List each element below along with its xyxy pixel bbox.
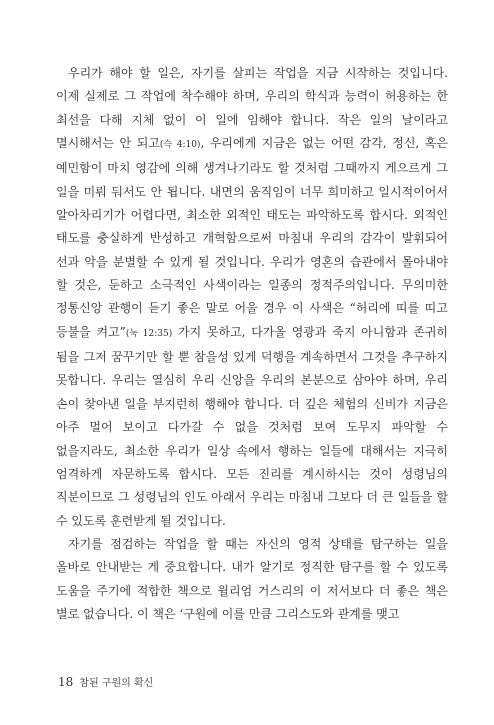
page-footer: [58, 674, 153, 689]
scripture-reference: (슥 4:10): [159, 140, 201, 151]
paragraph-1-text-b: , 우리에게 지금은 없는 어떤 감각, 정신, 혹은 예민함이 마치 영감에 의해 생겨나기라도 할 것처럼 그때까지 게으르게 그 일을 미뤄 둬서도 안 됩니다. 내면의 움직임이 너무 희미하고 일시적이어서 알아차리기가 어렵다면, 최소한 외적인 태도는 파악하도록 합시다. 외적인 태도를 충실하게 반성하고 개혁함으로써 마침내 우리의 감각이 발휘되어 선과 악을 분별할 수 있게 될 것입니다. 우리가 영혼의 습관에서 몰아내야 할 것은, 둔하고 소극적인 사색이라는 일종의 정적주의입니다. 무의미한 정통신앙 관행이 듣기 좋은 말로 어울 경우 이 사색은 “허리에 띠를 띠고 등불을 켜고”: [56, 136, 448, 339]
paragraph-1: [56, 62, 448, 533]
paragraph-1-text-a: 우리가 해야 할 일은, 자기를 살피는 작업을 지금 시작하는 것입니다. 이제 실제로 그 작업에 착수해야 하며, 우리의 학식과 능력이 허용하는 한 최선을 다해 지체 없이 이 일에 임해야 합니다. 작은 일의 날이라고 멸시해서는 안 되고: [56, 66, 448, 151]
paragraph-2: [56, 533, 448, 626]
scripture-reference: (눅 12:35): [125, 328, 173, 339]
body-text: [56, 62, 448, 626]
paragraph-2-text: 자기를 점검하는 작업을 할 때는 자신의 영적 상태를 탐구하는 일을 올바로 안내받는 게 중요합니다. 내가 알기로 정직한 탐구를 할 수 있도록 도움을 주기에 적합한 책으로 윌리엄 거스리의 이 저서보다 더 좋은 책은 별로 없습니다. 이 책은 ‘구원에 이를 만큼 그리스도와 관계를 맺고: [56, 536, 448, 621]
page-number: 18: [58, 675, 74, 689]
running-title: 참된 구원의 확신: [79, 678, 154, 689]
paragraph-1-text-c: 가지 못하고, 다가올 영광과 죽지 아니함과 존귀히 됨을 그저 꿈꾸기만 할 뿐 참을성 있게 덕행을 계속하면서 그것을 추구하지 못합니다. 우리는 열심히 우리 신앙을 우리의 본분으로 삼아야 하며, 우리 손이 찾아낸 일을 부지런히 행해야 합니다. 더 깊은 체험의 신비가 지금은 아주 멀어 보이고 다가갈 수 없을 것처럼 보여 도무지 파악할 수 없을지라도, 최소한 우리가 일상 속에서 행하는 일들에 대해서는 지극히 엄격하게 자문하도록 합시다. 모든 진리를 계시하시는 것이 성령님의 직분이므로 그 성령님의 인도 아래서 우리는 마침내 그보다 더 큰 일들을 할 수 있도록 훈련받게 될 것입니다.: [56, 324, 449, 528]
